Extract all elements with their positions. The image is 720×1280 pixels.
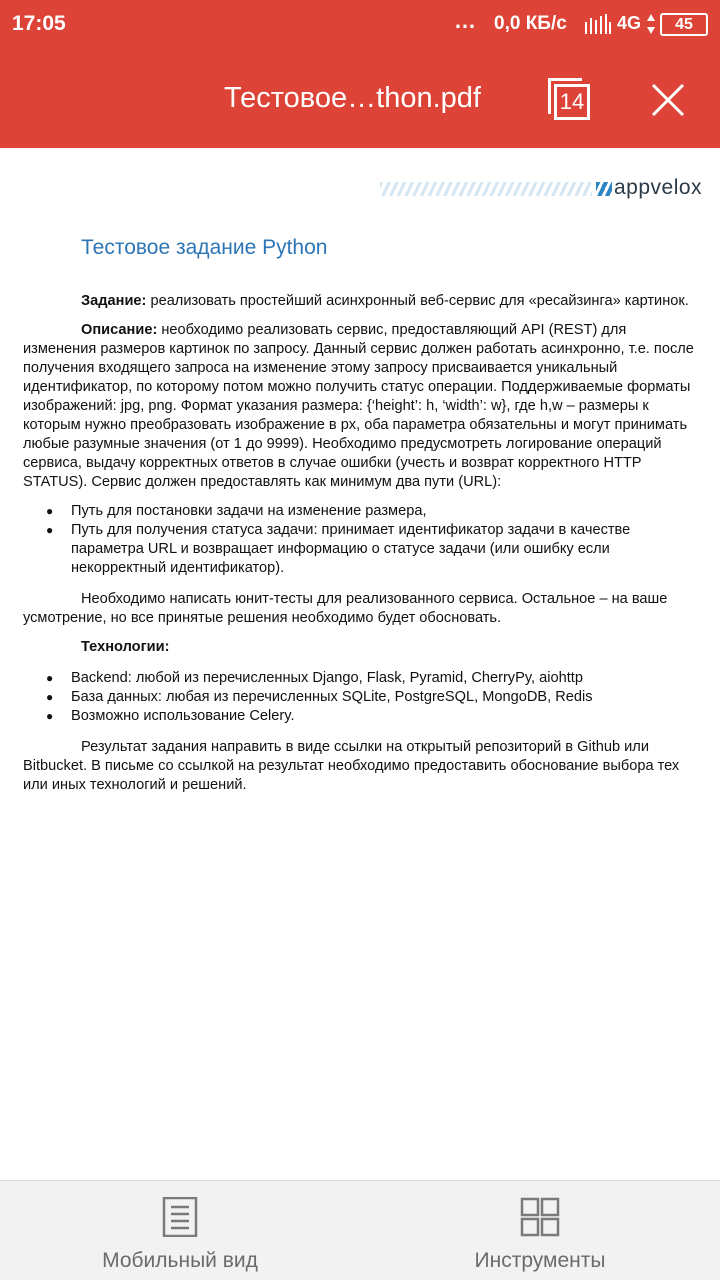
app-bar <box>0 50 720 148</box>
brand-logo <box>380 176 710 200</box>
network-speed: 0,0 КБ/с <box>494 13 567 34</box>
clock: 17:05 <box>12 12 66 35</box>
result-paragraph: Результат задания направить в виде ссылки на открытый репозиторий в Github или Bitbucket. В письме со ссылкой на результат необходимо предоставить обоснование выбора тех или иных технологий и решений. <box>23 739 680 793</box>
pages-button[interactable] <box>544 74 592 124</box>
task-label: Задание: <box>81 293 147 309</box>
grid-icon <box>520 1197 560 1237</box>
description-paragraph <box>23 321 703 492</box>
signal-icon <box>584 14 612 34</box>
mobile-view-button[interactable] <box>60 1181 300 1280</box>
data-arrows-icon <box>647 14 655 34</box>
list-item: ● Путь для получения статуса задачи: принимает идентификатор задачи в качестве параметра URL и возвращает информацию о статусе задачи (или ошибку если некорректный идентификатор). <box>23 521 703 578</box>
bottom-bar <box>0 1180 720 1280</box>
tests-paragraph: Необходимо написать юнит-тесты для реализованного сервиса. Остальное – на ваше усмотрение, но все принятые решения необходимо будет обосновать. <box>23 591 668 626</box>
status-bar <box>0 0 720 50</box>
tech-heading: Технологии: <box>81 639 170 655</box>
brand-name: appvelox <box>614 176 703 199</box>
network-type: 4G <box>617 13 642 33</box>
list-item: ● Путь для постановки задачи на изменение размера, <box>23 502 703 521</box>
close-icon[interactable] <box>648 80 688 120</box>
tools-label: Инструменты <box>474 1249 606 1272</box>
task-text: реализовать простейший асинхронный веб-сервис для «ресайзинга» картинок. <box>146 293 689 309</box>
tools-button[interactable] <box>420 1181 660 1280</box>
pdf-page[interactable] <box>0 148 720 1180</box>
description-label: Описание: <box>81 322 158 338</box>
document-title: Тестовое…thon.pdf <box>224 82 481 114</box>
mobile-view-label: Мобильный вид <box>102 1249 258 1272</box>
brand-mark-icon <box>596 182 612 196</box>
battery-indicator: 45 <box>660 13 708 36</box>
tech-list <box>23 669 703 726</box>
list-item: ● Возможно использование Celery. <box>23 707 703 726</box>
page-count: 14 <box>554 84 590 120</box>
paths-list <box>23 502 703 578</box>
description-text: необходимо реализовать сервис, предоставляющий API (REST) для изменения размеров картинок по запросу. Данный сервис должен работать асинхронно, т.е. после получения входящего запроса на изменение этому запросу присваивается уникальный идентификатор, по которому потом можно получить статус операции. Поддерживаемые форматы изображений: jpg, png. Формат указания размера: {‘height’: h, ‘width’: w}, где h,w – размеры к которым нужно преобразовать изображение в px, оба параметра обязательны и могут принимать любые разумные значения (от 1 до 9999). Необходимо предусмотреть логирование операций сервиса, выдачу корректных ответов в случае ошибки (учесть и возврат корректного HTTP STATUS). Сервис должен предоставлять как минимум два пути (URL): <box>23 322 694 490</box>
brand-stripes <box>380 182 592 196</box>
notification-dots: … <box>454 8 476 33</box>
doc-body <box>23 292 703 805</box>
doc-heading: Тестовое задание Python <box>81 236 328 259</box>
list-item: ● База данных: любая из перечисленных SQLite, PostgreSQL, MongoDB, Redis <box>23 688 703 707</box>
list-item: ● Backend: любой из перечисленных Django, Flask, Pyramid, CherryPy, aiohttp <box>23 669 703 688</box>
task-paragraph <box>23 292 703 311</box>
document-lines-icon <box>160 1197 200 1237</box>
